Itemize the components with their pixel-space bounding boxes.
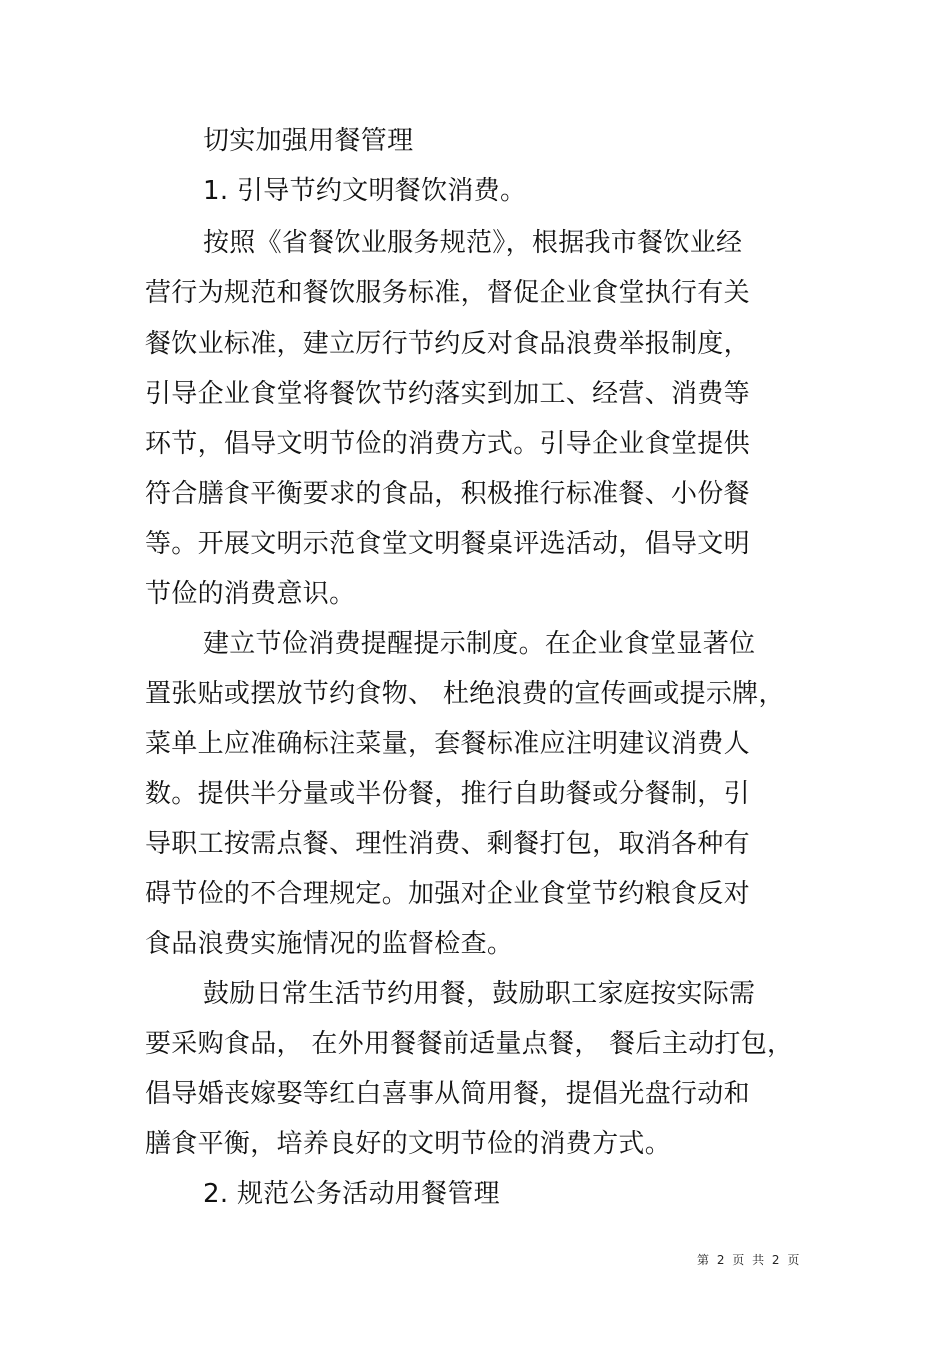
section-2-title: 2. 规范公务活动用餐管理 — [203, 1179, 500, 1209]
paragraph-line: 建立节俭消费提醒提示制度。在企业食堂显著位 — [203, 629, 756, 659]
paragraph-line: 环节，倡导文明节俭的消费方式。引导企业食堂提供 — [145, 429, 750, 459]
paragraph-line: 等。开展文明示范食堂文明餐桌评选活动，倡导文明 — [145, 529, 750, 559]
paragraph-line: 置张贴或摆放节约食物、 杜绝浪费的宣传画或提示牌， — [145, 679, 785, 709]
paragraph-line: 碍节俭的不合理规定。加强对企业食堂节约粮食反对 — [145, 879, 750, 909]
section-1-title: 1. 引导节约文明餐饮消费。 — [203, 176, 527, 206]
paragraph-line: 食品浪费实施情况的监督检查。 — [145, 929, 514, 959]
paragraph-line: 营行为规范和餐饮服务标准，督促企业食堂执行有关 — [145, 278, 750, 308]
heading: 切实加强用餐管理 — [203, 126, 414, 156]
paragraph-line: 膳食平衡，培养良好的文明节俭的消费方式。 — [145, 1129, 672, 1159]
paragraph-line: 倡导婚丧嫁娶等红白喜事从简用餐，提倡光盘行动和 — [145, 1079, 750, 1109]
paragraph-line: 导职工按需点餐、理性消费、剩餐打包，取消各种有 — [145, 829, 750, 859]
paragraph-line: 数。提供半分量或半份餐，推行自助餐或分餐制，引 — [145, 779, 750, 809]
page-number: 第 2 页 共 2 页 — [697, 1253, 802, 1267]
paragraph-line: 菜单上应准确标注菜量，套餐标准应注明建议消费人 — [145, 729, 750, 759]
paragraph-line: 按照《省餐饮业服务规范》，根据我市餐饮业经 — [203, 228, 743, 258]
paragraph-line: 符合膳食平衡要求的食品，积极推行标准餐、小份餐 — [145, 479, 750, 509]
paragraph-line: 节俭的消费意识。 — [145, 579, 356, 609]
paragraph-line: 要采购食品， 在外用餐餐前适量点餐， 餐后主动打包， — [145, 1029, 794, 1059]
paragraph-line: 餐饮业标准，建立厉行节约反对食品浪费举报制度， — [145, 329, 750, 359]
paragraph-line: 鼓励日常生活节约用餐，鼓励职工家庭按实际需 — [203, 979, 756, 1009]
paragraph-line: 引导企业食堂将餐饮节约落实到加工、经营、消费等 — [145, 379, 750, 409]
